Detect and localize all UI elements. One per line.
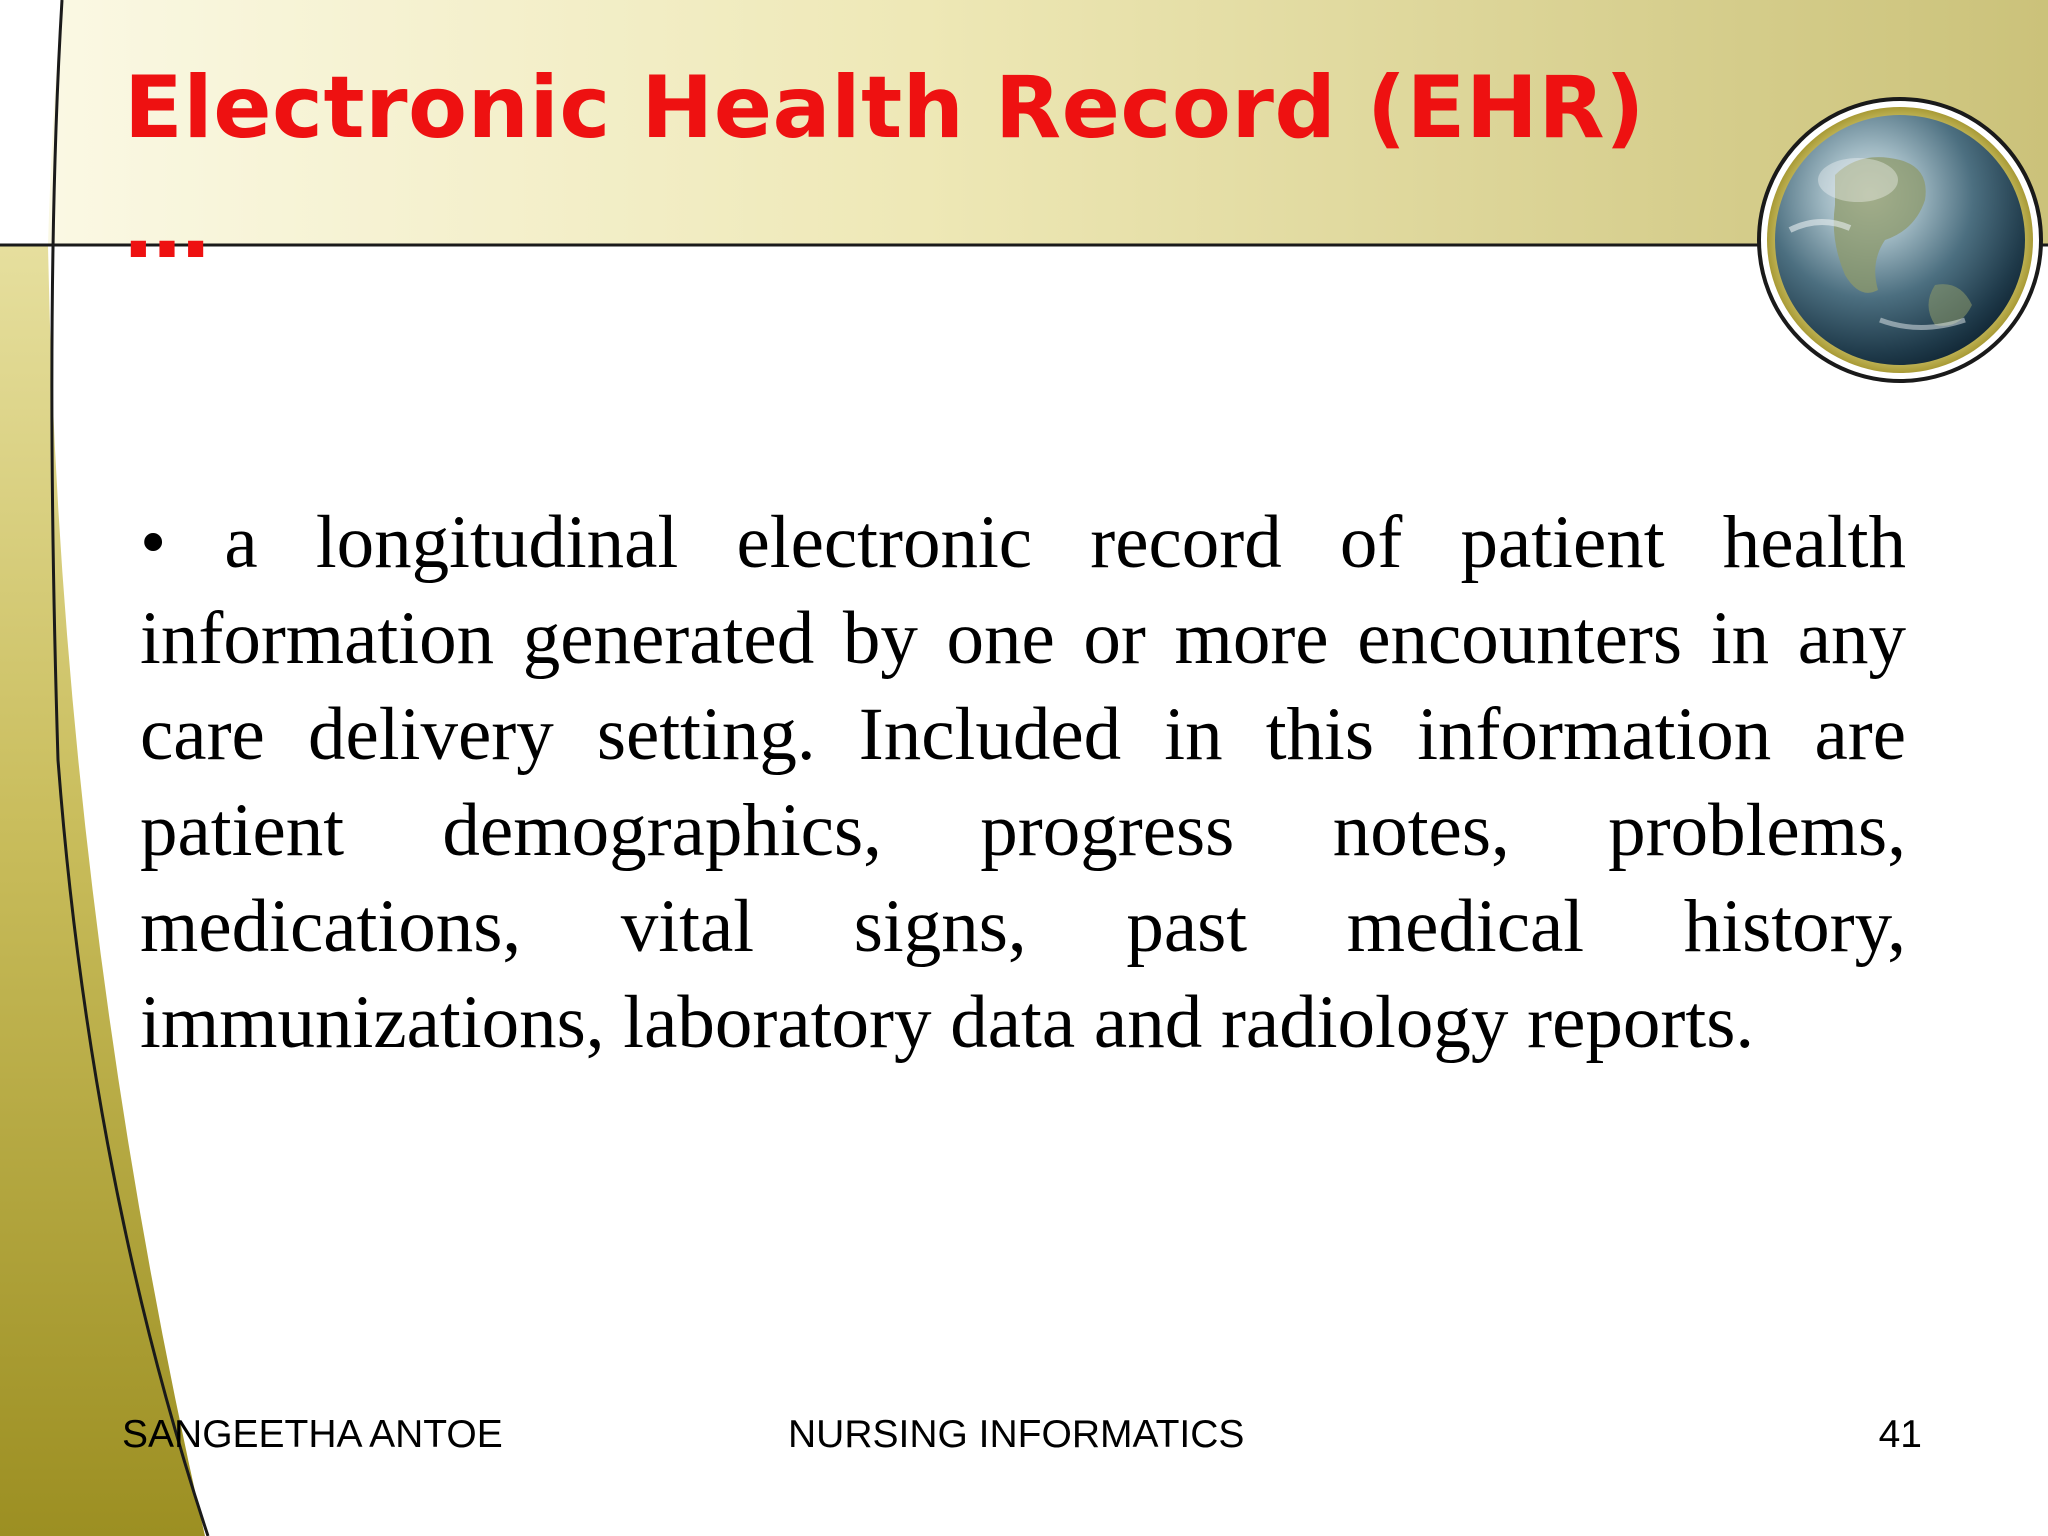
- footer-page-number: 41: [1878, 1413, 1922, 1456]
- globe-icon: [1759, 99, 2041, 381]
- footer-course: NURSING INFORMATICS: [788, 1413, 1245, 1456]
- bullet-text: • a longitudinal electronic record of patient health information generated by one or more encounters in any care delivery setting. Included in this information are patient demographics, progress notes, problems, medications, vital signs, past medical history, immunizations, laboratory data and radiology reports.: [140, 501, 1906, 1064]
- footer-author: SANGEETHA ANTOE: [122, 1413, 503, 1456]
- slide-title: Electronic Health Record (EHR) …: [124, 58, 1645, 278]
